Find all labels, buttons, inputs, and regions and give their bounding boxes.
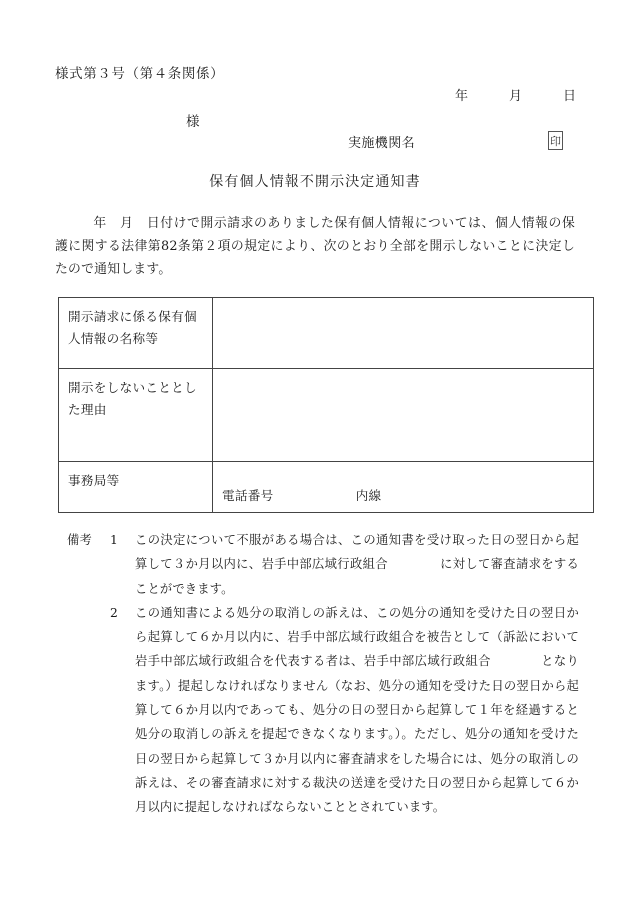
form-number: 様式第３号（第４条関係）: [55, 66, 225, 82]
date-line: 年 月 日: [455, 89, 577, 104]
intro-body-rest: する法律第82条第２項の規定により、次のとおり全部を開示しないことに決定したので通知します。: [55, 239, 575, 277]
table-label-office: 事務局等: [59, 462, 213, 513]
table-value-reason: [213, 369, 594, 462]
remark-2-text-part2: となります。）提起しなければなりません（なお、処分の通知を受けた日の翌日から起算して６か月以内であっても、処分の日の翌日から起算して１年を経過すると処分の取消しの訴えを提起できなくなります。）。ただし、処分の通知を受けた日の翌日から起算して３か月以内に審査請求をした場合には、処分の取消しの訴えは、その審査請求に対する裁決の送達を受けた日の翌日から起算して６か月以内に提起しなければならないこととされています。: [135, 654, 580, 815]
addressee-honorific: 様: [186, 114, 200, 130]
remark-item-1: [67, 528, 579, 601]
information-table: [58, 297, 594, 513]
remark-1-text-after: に対して審査請求をすることができます。: [135, 557, 579, 596]
table-value-office: [213, 462, 594, 513]
table-row: [59, 369, 594, 462]
remark-number-2: 2: [110, 605, 118, 620]
remarks-label: 備考: [67, 533, 92, 547]
extension-label: 内線: [355, 488, 382, 503]
phone-label: 電話番号: [222, 488, 274, 503]
intro-year: 年: [93, 216, 107, 231]
intro-month: 月: [119, 216, 134, 231]
table-label-reason: 開示をしないこととした理由: [59, 369, 213, 462]
intro-body-first: 日付けで開示請求のありました保有個人情報については、個人情報の保護に関: [55, 216, 575, 254]
remark-number-1: 1: [110, 533, 118, 547]
table-value-subject: [213, 298, 594, 369]
page-title: 保有個人情報不開示決定通知書: [209, 174, 421, 190]
table-row: [59, 462, 594, 513]
table-label-subject: 開示請求に係る保有個人情報の名称等: [59, 298, 213, 369]
table-row: [59, 298, 594, 369]
agency-row: [348, 131, 563, 153]
remark-item-2: [67, 601, 579, 820]
agency-name-label: 実施機関名: [348, 136, 416, 151]
remark-1-text-before: この決定について不服がある場合は、この通知書を受け取った日の翌日から起算して３か月以内に、岩手中部広域行政組合: [135, 533, 579, 572]
remarks-section: [67, 528, 579, 820]
seal-stamp-icon: 印: [548, 131, 563, 150]
intro-paragraph: [55, 212, 575, 281]
remark-2-text-part1: この通知書による処分の取消しの訴えは、この処分の通知を受けた日の翌日から起算して６か月以内に、岩手中部広域行政組合を被告として（訴訟において岩手中部広域行政組合を代表する者は、岩手中部広域行政組合: [135, 605, 579, 669]
